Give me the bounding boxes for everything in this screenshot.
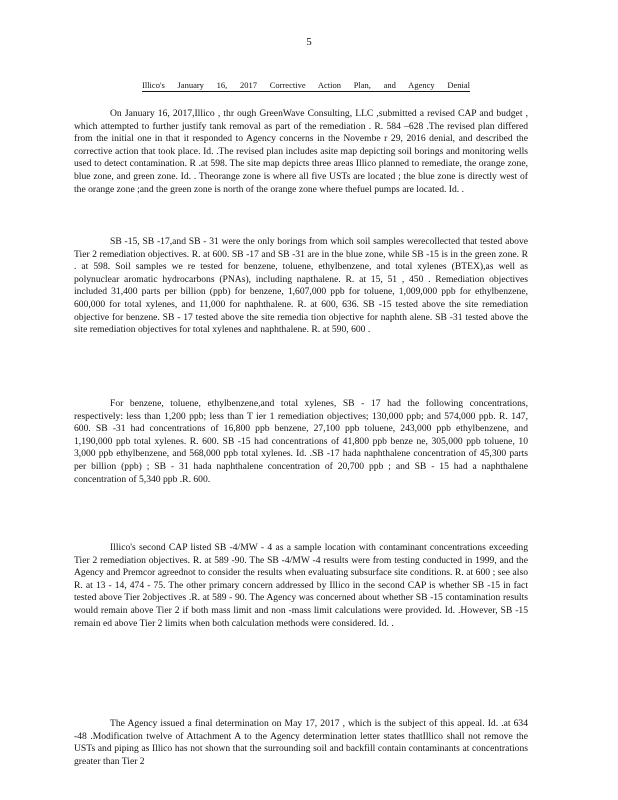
body-text [74, 236, 528, 337]
paragraph: The Agency issued a final determination on May 17, 2017 , which is the subject of this appeal. Id. .at 634 -48 .Modification twelve of Attachment A to the Agency determination letter states thatIllico shall not remove the USTs and piping as Illico has not shown that the surrounding soil and backfill contain contaminants at concentrations greater than Tier 2 [74, 718, 528, 767]
body-text [74, 398, 528, 486]
body-text [74, 718, 528, 768]
paragraph: Illico's second CAP listed SB -4/MW - 4 as a sample location with contaminant concentrations exceeding Tier 2 remediation objectives. R. at 589 -90. The SB -4/MW -4 results were from testing conducted in 1999, and the Agency and Premcor agreednot to consider the results when evaluating subsurface site conditions. R. at 600 ; see also R. at 13 - 14, 474 - 75. The other primary concern addressed by Illico in the second CAP is whether SB -15 in fact tested above Tier 2objectives .R. at 589 - 90. The Agency was concerned about whether SB -15 contamination results would remain above Tier 2 if both mass limit and non -mass limit calculations were provided. Id. .However, SB -15 remain ed above Tier 2 limits when both calculation methods were considered. Id. . [74, 542, 528, 629]
paragraph: For benzene, toluene, ethylbenzene,and total xylenes, SB - 17 had the following concentrations, respectively: less than 1,200 ppb; less than T ier 1 remediation objectives; 130,000 ppb; and 574,000 ppb. R. 147, 600. SB -31 had concentrations of 16,800 ppb benzene, 27,100 ppb toluene, 243,000 ppb ethylbenzene, and 1,190,000 ppb total xylenes. R. 600. SB -15 had concentrations of 41,800 ppb benze ne, 305,000 ppb toluene, 10 3,000 ppb ethylbenzene, and 568,000 ppb total xylenes. Id. .SB -17 hada naphthalene concentration of 45,300 parts per billion (ppb) ; SB - 31 hada naphthalene concentration of 20,700 ppb ; and SB - 15 had a naphthalene concentration of 5,340 ppb .R. 600. [74, 398, 528, 485]
page-number: 5 [306, 36, 312, 48]
body-text [74, 108, 528, 196]
paragraph: On January 16, 2017,Illico , thr ough GreenWave Consulting, LLC ,submitted a revised CAP and budget , which attempted to further justify tank removal as part of the remediation . R. 584 –628 .The revised plan differed from the initial one in that it responded to Agency concerns in the Novembe r 29, 2016 denial, and described the corrective action that took place. Id. .The revised plan includes asite map depicting soil borings and monitoring wells used to detect contamination. R .at 598. The site map depicts three areas Illico planned to remediate, the orange zone, blue zone, and green zone. Id. . Theorange zone is where all five USTs are located ; the blue zone is directly west of the orange zone ;and the green zone is north of the orange zone where thefuel pumps are located. Id. . [74, 108, 528, 195]
body-text [74, 542, 528, 630]
section-heading: Illico's January 16, 2017 Corrective Action Plan, and Agency Denial [142, 80, 470, 90]
paragraph: SB -15, SB -17,and SB - 31 were the only borings from which soil samples werecollected that tested above Tier 2 remediation objectives. R. at 600. SB -17 and SB -31 are in the blue zone, while SB -15 is in the green zone. R . at 598. Soil samples we re tested for benzene, toluene, ethylbenzene, and total xylenes (BTEX),as well as polynuclear aromatic hydrocarbons (PNAs), including napthalene. R. at 15, 51 , 450 . Remediation objectives included 31,400 parts per billion (ppb) for benzene, 1,607,000 ppb for toluene, 1,009,000 ppb for ethylbenzene, 600,000 for total xylenes, and 11,000 for naphthalene. R. at 600, 636. SB -15 tested above the site remediation objective for benzene. SB - 17 tested above the site remedia tion objective for naphth alene. SB -31 tested above the site remediation objectives for total xylenes and naphthalene. R. at 590, 600 . [74, 236, 528, 336]
